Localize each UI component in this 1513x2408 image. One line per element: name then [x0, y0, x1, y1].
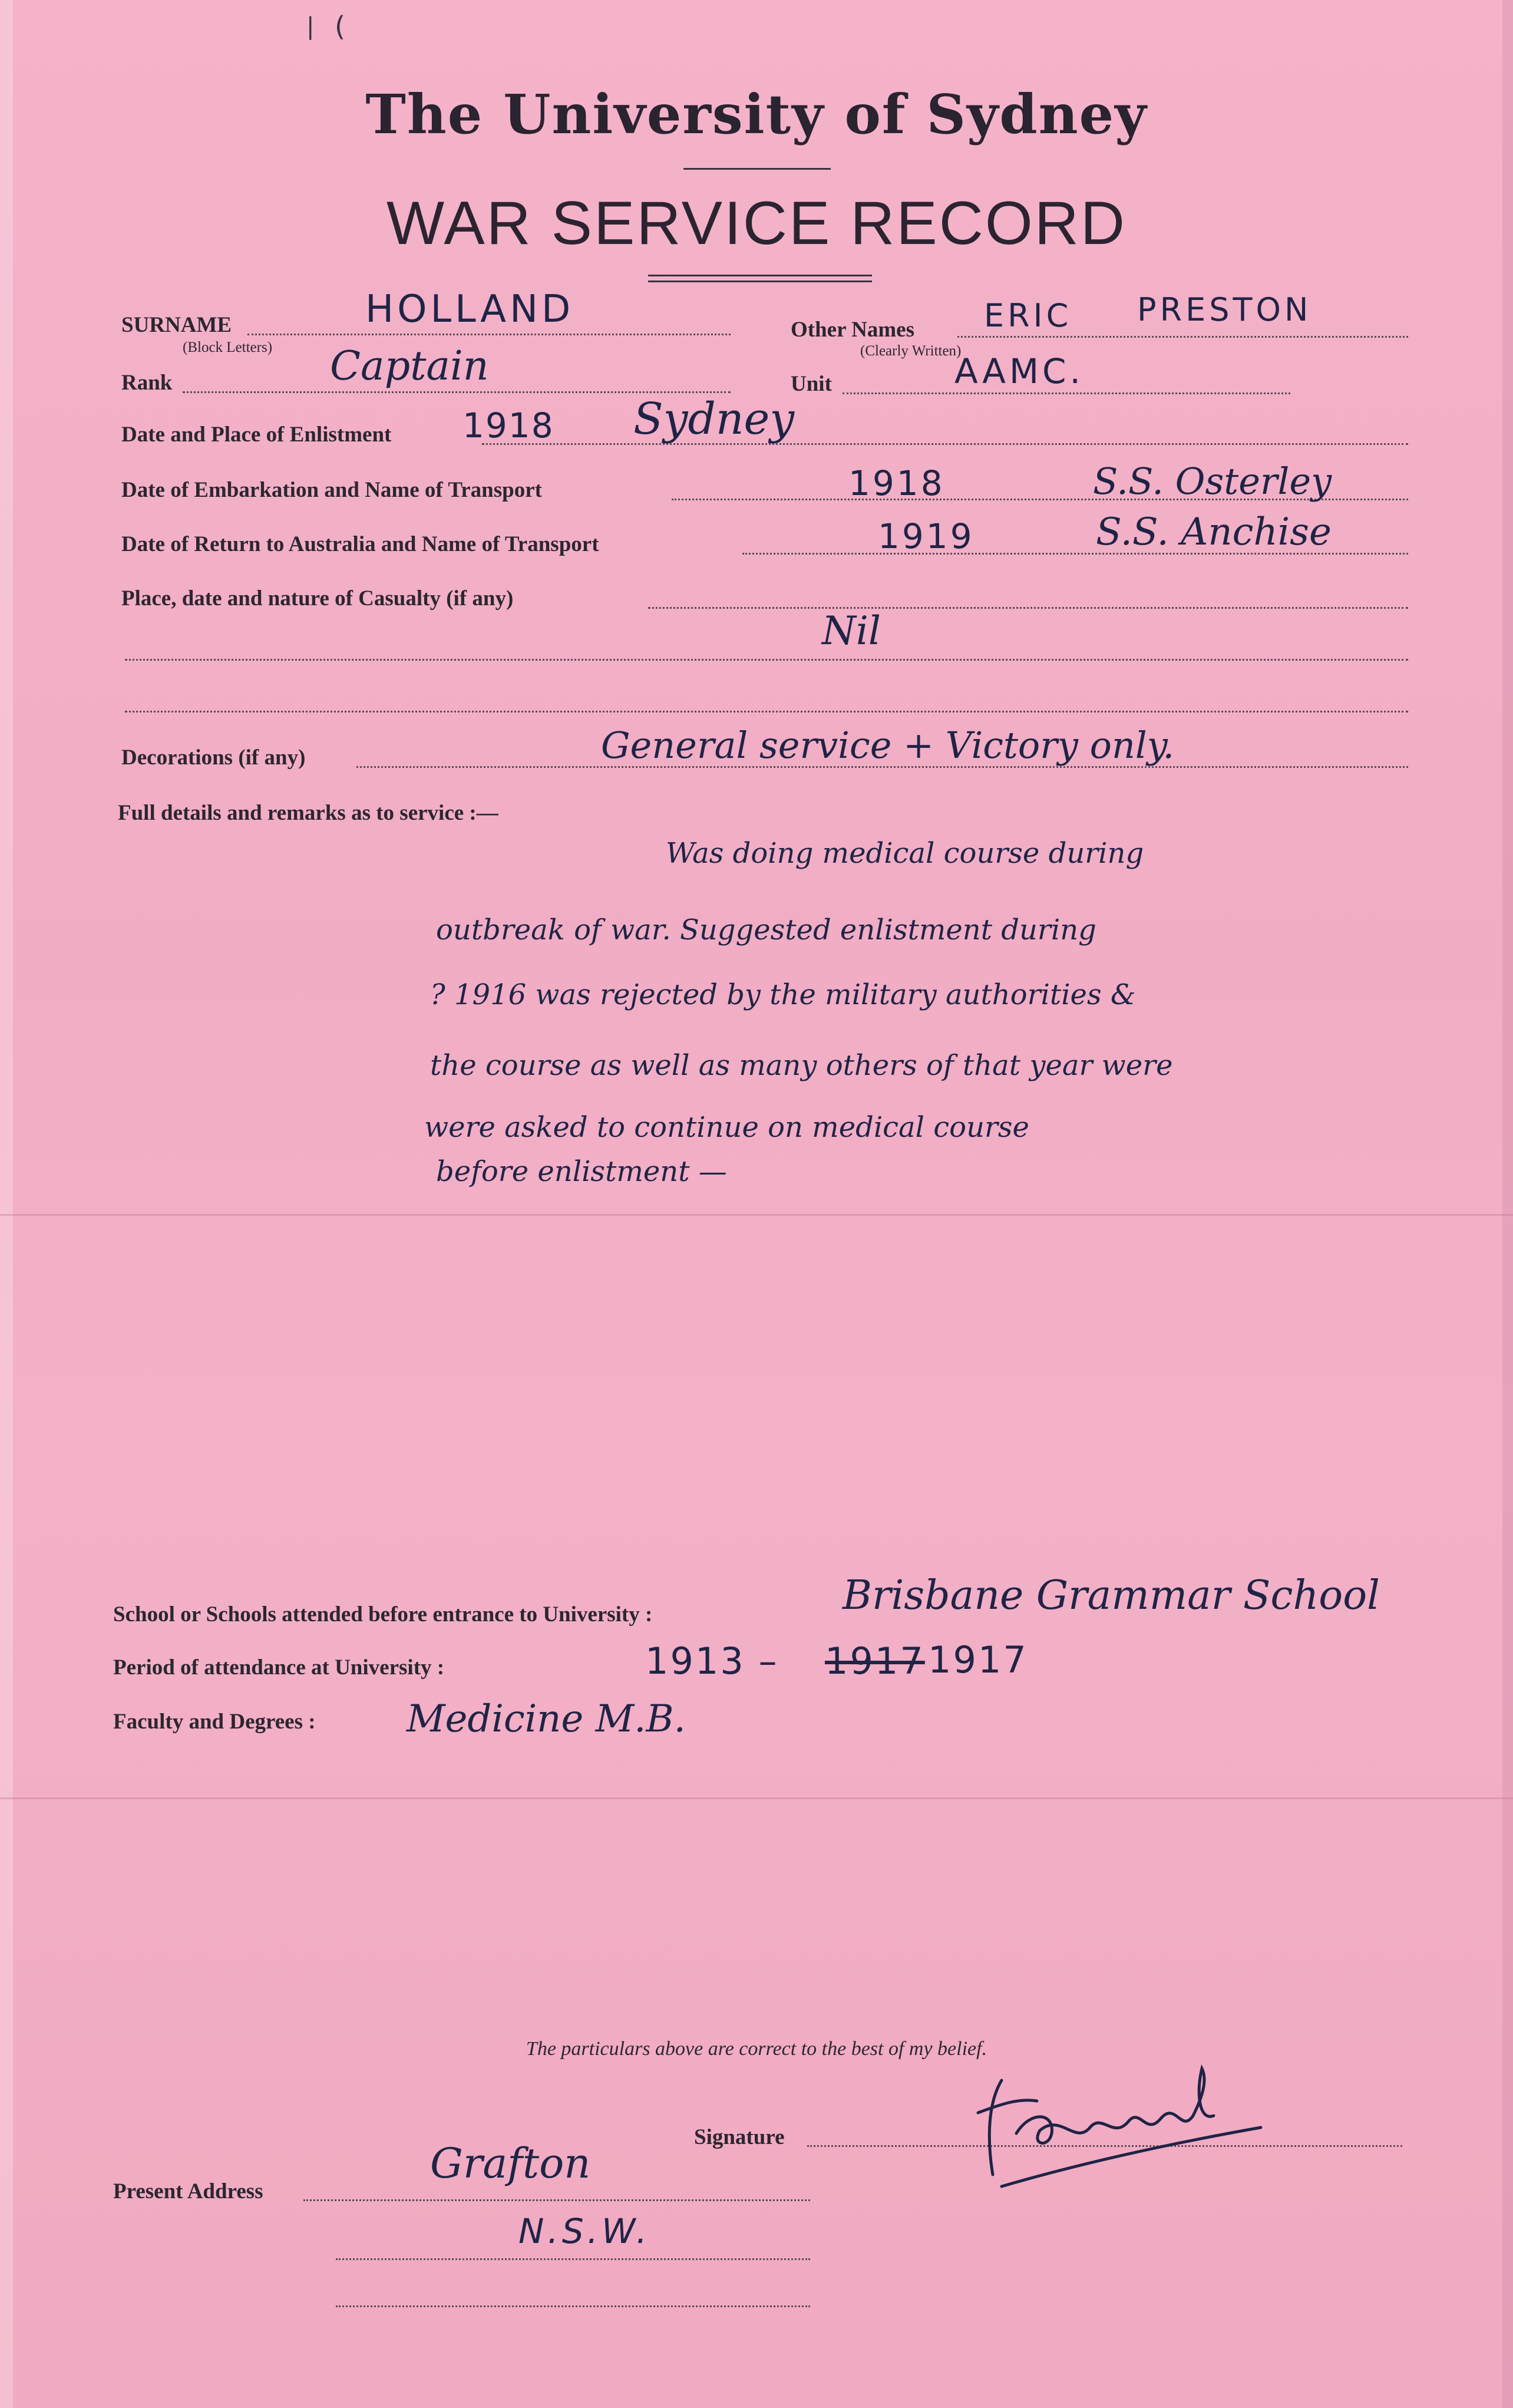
- remarks-line: outbreak of war. Suggested enlistment during: [436, 913, 1096, 946]
- fold-line-upper: [0, 1214, 1513, 1216]
- surname-value: HOLLAND: [365, 288, 574, 331]
- rank-value: Captain: [330, 343, 489, 390]
- decorations-value: General service + Victory only.: [601, 724, 1175, 767]
- embarkation-label: Date of Embarkation and Name of Transport: [121, 478, 542, 502]
- embarkation-year: 1918: [848, 463, 945, 503]
- remarks-line: Was doing medical course during: [666, 837, 1144, 870]
- period-start: 1913 –: [645, 1640, 779, 1683]
- address-line-2: [336, 2258, 810, 2260]
- enlistment-place: Sydney: [633, 394, 795, 444]
- casualty-line-3: [125, 711, 1408, 712]
- address-line-1: [303, 2199, 810, 2201]
- other-names-label: Other Names: [791, 318, 914, 342]
- enlistment-year: 1918: [463, 405, 554, 446]
- remarks-line: were asked to continue on medical course: [424, 1111, 1029, 1144]
- address-line-3: [336, 2305, 810, 2307]
- embarkation-ship: S.S. Osterley: [1093, 460, 1332, 503]
- unit-value: AAMC.: [954, 351, 1084, 391]
- title-double-rule: [648, 275, 872, 282]
- signature-image: [966, 2057, 1273, 2192]
- casualty-value: Nil: [822, 608, 881, 654]
- remarks-line: the course as well as many others of that year were: [430, 1049, 1173, 1082]
- enlistment-label: Date and Place of Enlistment: [121, 423, 392, 447]
- header-rule: [683, 168, 831, 170]
- return-ship: S.S. Anchise: [1096, 510, 1332, 554]
- form-title: WAR SERVICE RECORD: [386, 189, 1127, 258]
- address-label: Present Address: [113, 2179, 263, 2204]
- address-value-1: Grafton: [430, 2139, 591, 2188]
- surname-label: SURNAME: [121, 313, 232, 337]
- rank-line: [183, 391, 731, 393]
- remarks-line: ? 1916 was rejected by the military authorities &: [430, 978, 1136, 1011]
- enlistment-line: [482, 443, 1408, 445]
- pencil-mark: (: [335, 11, 345, 42]
- other-names-hint: (Clearly Written): [860, 343, 962, 359]
- faculty-label: Faculty and Degrees :: [113, 1710, 316, 1734]
- surname-hint: (Block Letters): [183, 339, 273, 355]
- fold-line-lower: [0, 1797, 1513, 1799]
- remarks-label: Full details and remarks as to service :—: [118, 801, 498, 825]
- university-name: The University of Sydney: [365, 83, 1148, 146]
- address-value-2: N.S.W.: [518, 2211, 651, 2251]
- schools-value: Brisbane Grammar School: [843, 1572, 1380, 1619]
- casualty-line-1: [648, 607, 1408, 609]
- period-struck-year: 1917: [825, 1640, 925, 1683]
- casualty-line-2: [125, 659, 1408, 661]
- other-names-value-1: ERIC: [984, 297, 1072, 334]
- rank-label: Rank: [121, 371, 173, 395]
- schools-label: School or Schools attended before entrance to University :: [113, 1602, 653, 1627]
- return-label: Date of Return to Australia and Name of Transport: [121, 532, 599, 556]
- signature-label: Signature: [694, 2125, 785, 2149]
- unit-line: [843, 392, 1290, 394]
- faculty-value: Medicine M.B.: [407, 1697, 686, 1741]
- unit-label: Unit: [791, 372, 832, 396]
- surname-line: [247, 334, 731, 335]
- decorations-label: Decorations (if any): [121, 746, 306, 770]
- pencil-mark: |: [306, 13, 315, 40]
- other-names-line: [957, 336, 1408, 338]
- casualty-label: Place, date and nature of Casualty (if any): [121, 586, 514, 611]
- other-names-value-2: PRESTON: [1137, 291, 1312, 328]
- return-year: 1919: [878, 516, 974, 556]
- declaration-text: The particulars above are correct to the best of my belief.: [526, 2038, 987, 2060]
- period-end: 1917: [928, 1638, 1028, 1681]
- remarks-line: before enlistment —: [436, 1155, 727, 1188]
- period-label: Period of attendance at University :: [113, 1655, 445, 1680]
